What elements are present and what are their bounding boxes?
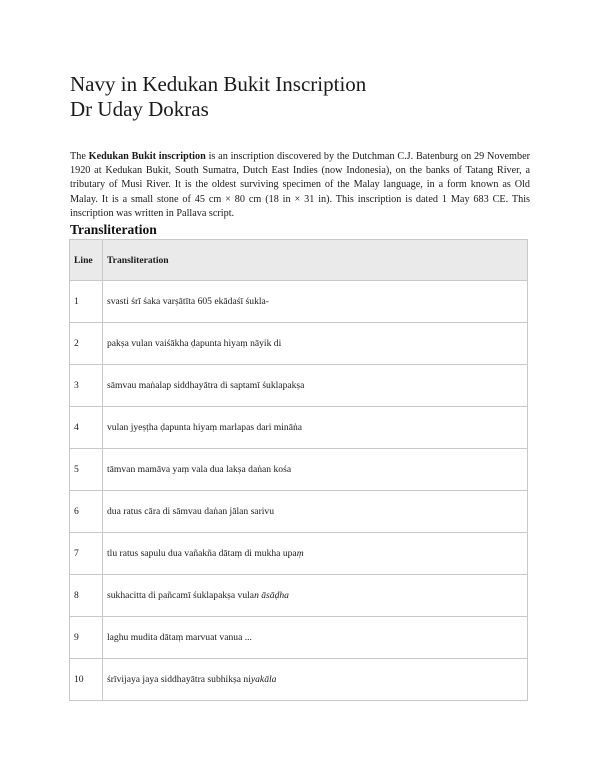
intro-paragraph bbox=[70, 150, 530, 221]
intro-text: is an inscription discovered by the Dutchman C.J. Batenburg on 29 November 1920 at Kedukan Bukit, South Sumatra, Dutch East Indies (now Indonesia), on the banks of Tatang River, a tributary of Musi River. It is the oldest surviving specimen of the Malay language, in a form known as Old Malay. It is a small stone of 45 cm × 80 cm (18 in × 31 in). This inscription is dated 1 May 683 CE. This inscription was written in Pallava script. bbox=[70, 151, 530, 219]
line-number-cell: 3 bbox=[70, 365, 103, 407]
transliteration-cell bbox=[103, 449, 528, 491]
table-row bbox=[70, 281, 528, 323]
line-number-cell: 2 bbox=[70, 323, 103, 365]
line-number-cell: 5 bbox=[70, 449, 103, 491]
table-row bbox=[70, 365, 528, 407]
transliteration-italic: yakāla bbox=[250, 674, 277, 685]
title-author: Dr Uday Dokras bbox=[70, 97, 209, 121]
transliteration-text: sukhacitta di pañcamī śuklapakṣa vula bbox=[107, 590, 255, 601]
intro-prefix: The bbox=[70, 151, 89, 162]
transliteration-cell bbox=[103, 365, 528, 407]
transliteration-cell bbox=[103, 407, 528, 449]
transliteration-italic: ṃ bbox=[296, 548, 304, 559]
transliteration-text: tlu ratus sapulu dua vañakña dātaṃ di mukha upa bbox=[107, 548, 297, 559]
line-number-cell: 8 bbox=[70, 575, 103, 617]
table-row bbox=[70, 617, 528, 659]
transliteration-text: svasti śrī śaka varṣātīta 605 ekādaśī śukla- bbox=[107, 296, 269, 307]
table-row bbox=[70, 323, 528, 365]
table-row bbox=[70, 575, 528, 617]
transliteration-cell bbox=[103, 575, 528, 617]
transliteration-text: dua ratus cāra di sāmvau daṅan jālan sarivu bbox=[107, 506, 275, 517]
header-transliteration: Transliteration bbox=[103, 240, 528, 281]
line-number-cell: 10 bbox=[70, 659, 103, 701]
line-number-cell: 7 bbox=[70, 533, 103, 575]
line-number-cell: 4 bbox=[70, 407, 103, 449]
transliteration-cell bbox=[103, 617, 528, 659]
table-row bbox=[70, 491, 528, 533]
transliteration-cell bbox=[103, 533, 528, 575]
transliteration-text: śrīvijaya jaya siddhayātra subhikṣa ni bbox=[107, 674, 251, 685]
transliteration-table bbox=[69, 239, 528, 701]
transliteration-cell bbox=[103, 659, 528, 701]
intro-bold-term: Kedukan Bukit inscription bbox=[88, 151, 206, 162]
title-line-1: Navy in Kedukan Bukit Inscription bbox=[70, 72, 367, 96]
line-number-cell: 9 bbox=[70, 617, 103, 659]
table-row bbox=[70, 533, 528, 575]
document-title bbox=[70, 72, 366, 122]
transliteration-text: sāmvau maṅalap siddhayātra di saptamī śuklapakṣa bbox=[107, 380, 305, 391]
transliteration-text: laghu mudita dātaṃ marvuat vanua ... bbox=[107, 632, 252, 643]
line-number-cell: 1 bbox=[70, 281, 103, 323]
transliteration-cell bbox=[103, 281, 528, 323]
transliteration-text: pakṣa vulan vaiśākha ḍapunta hiyaṃ nāyik di bbox=[107, 338, 282, 349]
table-row bbox=[70, 407, 528, 449]
table-row bbox=[70, 449, 528, 491]
line-number-cell: 6 bbox=[70, 491, 103, 533]
header-line: Line bbox=[70, 240, 103, 281]
table-row bbox=[70, 659, 528, 701]
transliteration-cell bbox=[103, 323, 528, 365]
section-heading: Transliteration bbox=[70, 222, 157, 237]
transliteration-text: vulan jyeṣṭha ḍapunta hiyaṃ marlapas dari mināṅa bbox=[107, 422, 303, 433]
transliteration-text: tāmvan mamāva yaṃ vala dua lakṣa daṅan kośa bbox=[107, 464, 292, 475]
table-header-row bbox=[70, 240, 528, 281]
transliteration-cell bbox=[103, 491, 528, 533]
transliteration-italic: n āsāḍha bbox=[254, 590, 289, 601]
